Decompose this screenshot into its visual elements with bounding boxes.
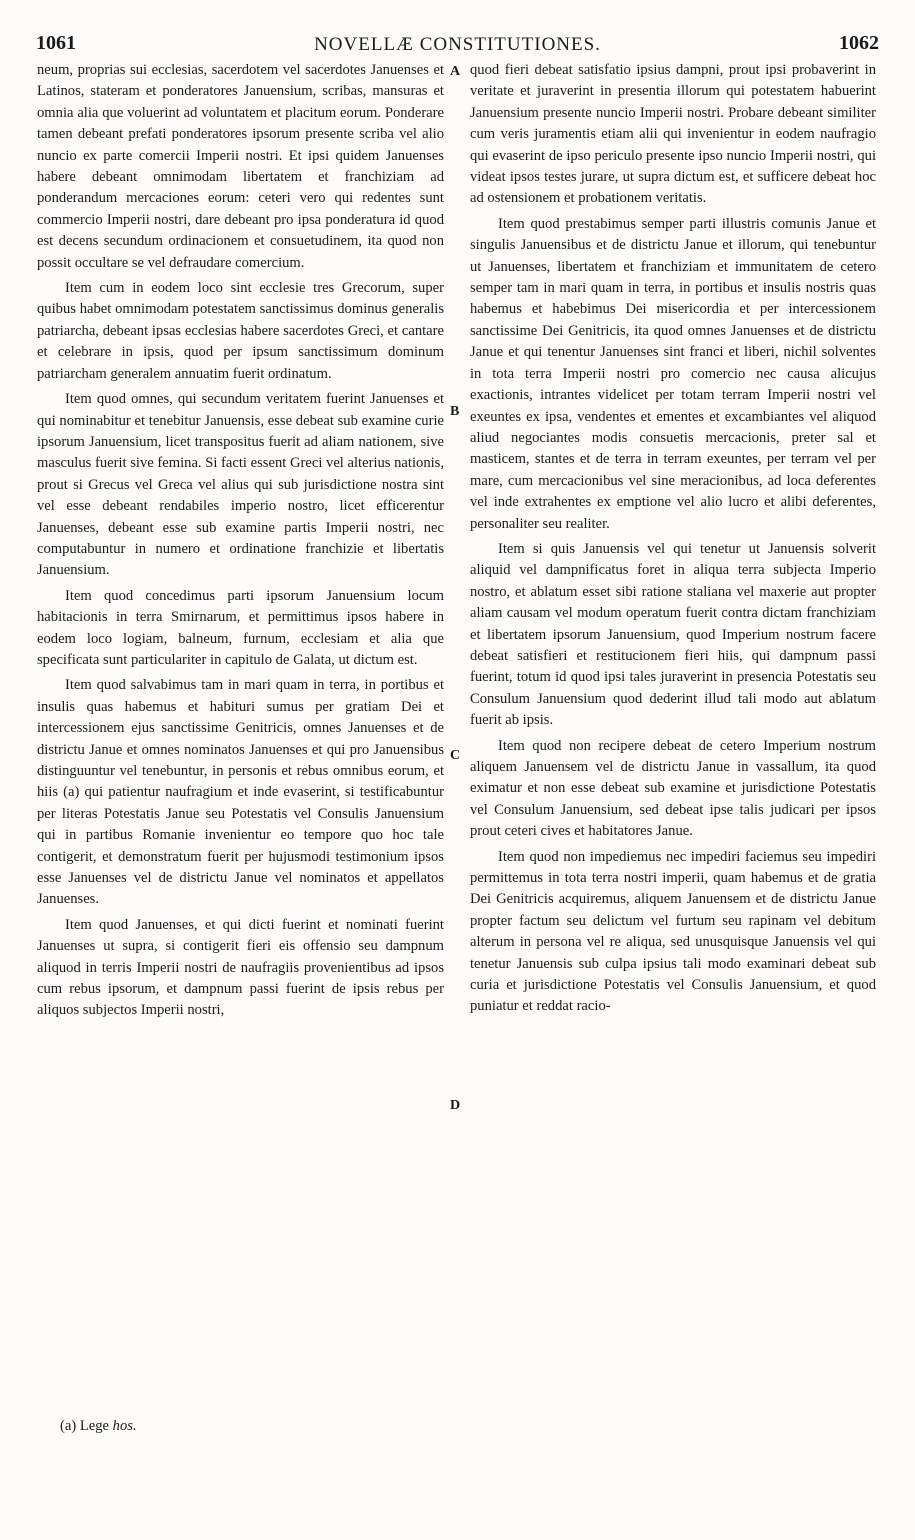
paragraph: neum, proprias sui ecclesias, sacerdotem vel sacerdotes Januenses et Latinos, stateram et ponderatores Januensium, scribas, mansuras et omnia alia que voluerint ad voluntatem et placitum eorum. Ponderare tamen debeant prefati ponderatores ipsorum presente scriba vel alio nuncio ex parte comercii Imperii nostri. Et ipsi quidem Januenses habere debeant omnimodam libertatem et franchiziam ad ponderandum mercaciones eorum: ceteri vero qui redentes sunt commercio Imperii nostri, dare debeant pro ipsa ponderatura id quod est decens secundum ordinacionem et consuetudinem, ita quod non possit occultare se vel defraudare comercium. <box>37 62 444 271</box>
paragraph: Item quod non impediemus nec impediri faciemus seu impediri permittemus in tota terra nostri imperii, quam habemus et de gratia Dei Genitricis acquiremus, aliquem Januensem et de districtu Janue propter factum seu delictum vel furtum seu rapinam vel debitum alterum in persona vel re aliqua, sed unusquisque Januensis vel qui tenetur Januensis sub culpa ipsius tali modo examinari debeat sub curia et jurisdictione Potestatis vel Consulis Januensium, et quod puniatur et reddat racio- <box>470 848 876 1015</box>
paragraph: Item si quis Januensis vel qui tenetur ut Januensis solverit aliquid vel dampnificatus foret in aliqua terra subjecta Imperio nostro, et ablatum esset sibi ratione staliana vel maxerie aut propter aliam causam vel modum operatum fuerit contra dictam franchiziam et libertatem ipsorum Januensium, quod Imperium nostrum facere debeat satisfieri et restitucionem fieri hiis, qui dampnum passi fuerint, totum id quod ipsi tales juraverint in presencia Potestatis seu Consulum Januensium quod dederint illud tali modo aut ablatum fuerit ab ipsis. <box>470 540 876 729</box>
margin-letter-b: B <box>450 404 460 419</box>
footnote-marker: (a) Lege <box>60 1418 110 1434</box>
page-number-right: 1062 <box>839 32 879 54</box>
margin-letter-c: C <box>450 748 461 763</box>
margin-letter-a: A <box>450 64 461 79</box>
paragraph: Item quod prestabimus semper parti illustris comunis Janue et singulis Januensibus et de districtu Janue et illorum, qui tenebuntur ut Januenses, libertatem et franchiziam et immunitatem de cetero semper tam in mari quam in terra, in portibus et insulis nostris quas habemus et habebimus Dei misericordia et per intercessionem sanctissime Dei Genitricis, ita quod omnes Januenses et de districtu Janue et qui tenentur Januenses sint franci et liberi, nichil solventes in tota terra Imperii nostri pro comercio nec causa alicujus exactionis, intrantes videlicet per totam terram Imperii nostri vel exeuntes ex ipsa, vendentes et ementes et excambiantes vel aliquod aliud negociantes modis consuetis mercacionis, preter sal et masticem, stantes et de terra in terram exeuntes, per terram vel per mare, cum mercacionibus vel sine meracionibus, ad loca deferentes vel inde extrahentes ex emptione vel alio lucro et alibi deferentes, personaliter seu realiter. <box>470 215 876 532</box>
margin-letter-d: D <box>450 1098 461 1113</box>
paragraph: Item quod non recipere debeat de cetero Imperium nostrum aliquem Januensem vel de districtu Janue in vassallum, ita quod eximatur et non esse debeat sub examine et jurisdictione Potestatis vel Consulum Januensium, sed debeat ipse talis judicari per ipsos prout ceteri cives et habitatores Janue. <box>470 737 876 840</box>
paragraph: Item quod Januenses, et qui dicti fuerint et nominati fuerint Januenses ut supra, si contigerit fieri eis offensio seu dampnum aliquod in terris Imperii nostri de naufragiis provenientibus ad ipsos cum rebus ipsorum, et dampnum passi fuerint de ipsis rebus per aliquos subjectos Imperii nostri, <box>37 916 444 1019</box>
left-column <box>37 60 444 1026</box>
paragraph: Item quod omnes, qui secundum veritatem fuerint Januenses et qui nominabitur et tenebitur Januensis, esse debeat sub examine curie ipsorum Januensium, licet transpositus fuerit ad aliam nationem, sive masculus fuerit sive femina. Si facti essent Greci vel alterius nationis, prout si Grecus vel Greca vel alius qui sub jurisdictione nostra sint vel esse debeant rendabiles imperio nostro, licet efficerentur Januenses, debeant esse sub examine partis Imperii nostri, nec computabuntur in numero et ordinatione franchizie et libertatis Januensium. <box>37 391 444 579</box>
paragraph: Item quod salvabimus tam in mari quam in terra, in portibus et insulis quas habemus et habituri sumus per gratiam Dei et intercessionem ejus sanctissime Genitricis, omnes Januenses et de districtu Janue et omnes nominatos Januenses et qui pro Januensibus distinguuntur vel tenebuntur, in personis et rebus omnibus eorum, et hiis (a) qui patientur naufragium et inde evaserint, si testificabuntur per literas Potestatis Janue seu Potestatis vel Consulis Januensium qui in partibus Romanie invenientur eo tempore quo hoc tale contigerit, et demonstratum fuerit per hujusmodi testimonium ipsos esse Januenses vel de districtu Janue vel nominatos et appellatos Januenses. <box>37 677 444 908</box>
running-title: NOVELLÆ CONSTITUTIONES. <box>314 34 601 55</box>
paragraph: Item quod concedimus parti ipsorum Januensium locum habitacionis in terra Smirnarum, et permittimus ipsos habere in eodem loco logiam, balneum, furnum, ecclesiam et alia que specificata sunt particulariter in capitulo de Galata, ut dictum est. <box>37 587 444 668</box>
right-column <box>470 60 876 1022</box>
footnote-text: hos. <box>112 1418 137 1434</box>
footnote <box>60 1418 137 1435</box>
page-number-left: 1061 <box>36 32 76 54</box>
paragraph: Item cum in eodem loco sint ecclesie tres Grecorum, super quibus habet omnimodam potestatem sanctissimus dominus generalis patriarcha, debeant ipsas ecclesias habere sacerdotes Greci, et cantare et celebrare in ipsis, quod per ipsum sanctissimum dominum patriarcham generalem annuatim fuerit ordinatum. <box>37 280 444 382</box>
running-header <box>36 32 879 58</box>
paragraph: quod fieri debeat satisfatio ipsius dampni, prout ipsi probaverint in veritate et juraverint in presentia illorum qui potestatem habuerint Januensium presente nuncio Imperii nostri. Probare debeant similiter cum veris juramentis etiam alii qui invenientur in eodem naufragio qui evaserint de ipso periculo presente ipso nuncio Imperii nostri, qui videat ipsos testes jurare, ut supra dictum est, et sufficere debeat hoc ad ostensionem et probationem veritatis. <box>470 62 876 207</box>
